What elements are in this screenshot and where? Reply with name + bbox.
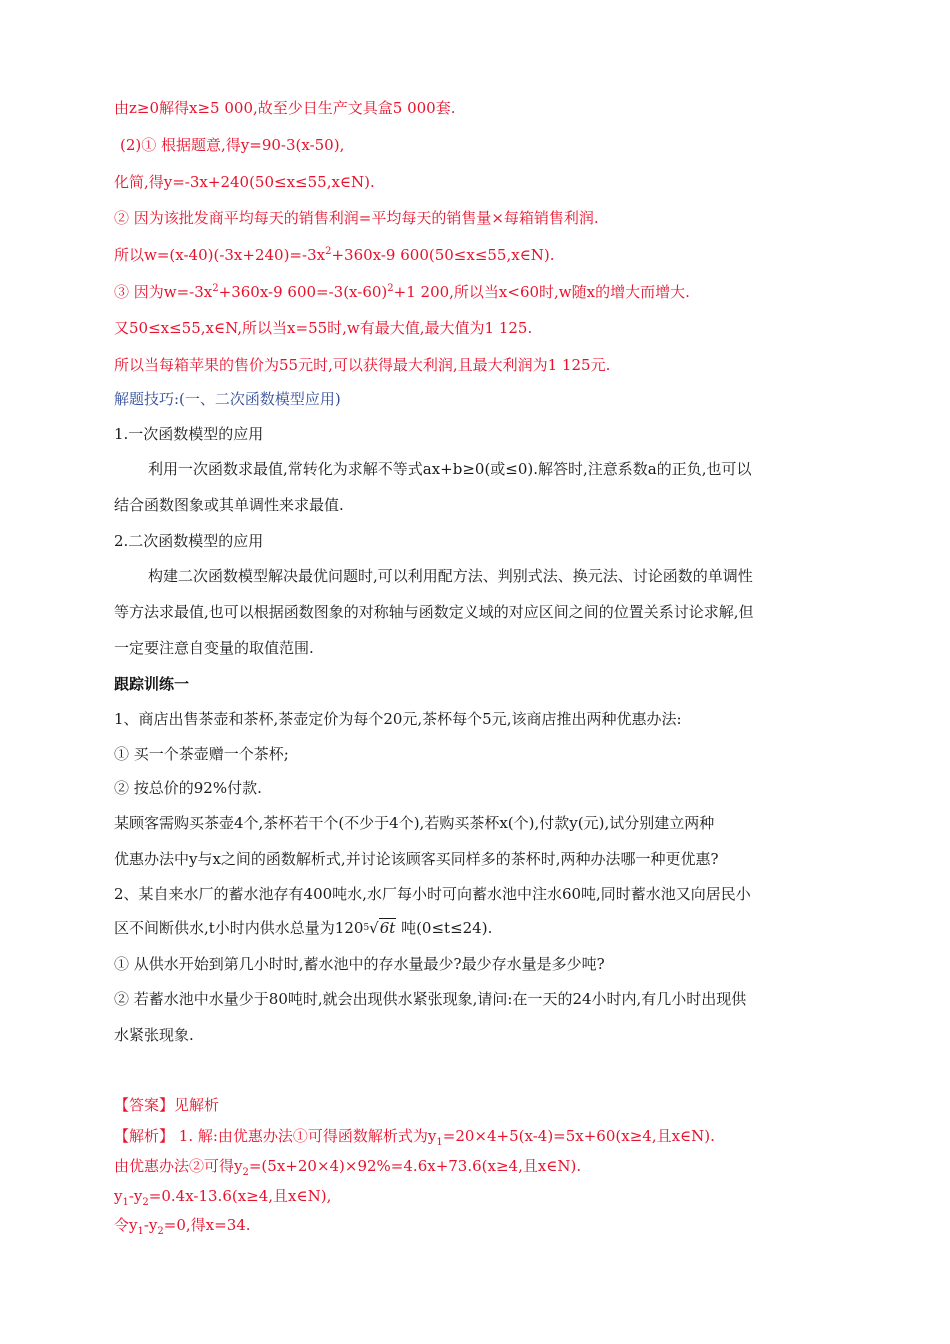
tip-2-line-3: 一定要注意自变量的取值范围. <box>114 639 314 657</box>
solution-line-7: 又50≤x≤55,x∈N,所以当x=55时,w有最大值,最大值为1 125. <box>114 319 533 337</box>
analysis-line-1: 【解析】 1. 解:由优惠办法①可得函数解析式为$y_1=20\times 4+5(x-4)=5x+60(x\ge 4$,且x∈N). <box>114 1127 715 1148</box>
analysis-line-2: 由优惠办法②可得$y_2=(5x+20\times 4)\times 92\%=4.6x+73.6(x\ge 4$,且x∈N). <box>114 1157 582 1178</box>
solution-line-1: 由z≥0解得x≥5 000,故至少日生产文具盒5 000套. <box>114 99 456 117</box>
question-2-line-3: ① 从供水开始到第几小时时,蓄水池中的存水量最少?最少存水量是多少吨? <box>114 955 605 973</box>
solution-line-5: 所以$w=(x-40)(-3x+240)=-3x^2+360x-9$ 600(50≤x≤55,x∈N). <box>114 246 555 264</box>
tip-2-title: 2.二次函数模型的应用 <box>114 532 264 550</box>
answer-label: 【答案】见解析 <box>114 1096 220 1114</box>
tip-2-line-1: 构建二次函数模型解决最优问题时,可以利用配方法、判别式法、换元法、讨论函数的单调性 <box>148 567 753 585</box>
question-2-line-1: 2、某自来水厂的蓄水池存有400吨水,水厂每小时可向蓄水池中注水60吨,同时蓄水池又向居民小 <box>114 885 751 903</box>
tip-1-title: 1.一次函数模型的应用 <box>114 425 264 443</box>
question-2-line-4: ② 若蓄水池中水量少于80吨时,就会出现供水紧张现象,请问:在一天的24小时内,有几小时出现供 <box>114 990 747 1008</box>
solution-line-3: 化简,得y=-3x+240(50≤x≤55,x∈N). <box>114 173 375 191</box>
question-1-line-3: ② 按总价的92%付款. <box>114 779 262 797</box>
solution-line-4: ② 因为该批发商平均每天的销售利润=平均每天的销售量×每箱销售利润. <box>114 209 599 227</box>
analysis-line-4: 令$y_1-y_2=0$,得x=34. <box>114 1216 251 1237</box>
question-1-line-5: 优惠办法中y与x之间的函数解析式,并讨论该顾客买同样多的茶杯时,两种办法哪一种更优惠? <box>114 850 719 868</box>
tip-2-line-2: 等方法求最值,也可以根据函数图象的对称轴与函数定义域的对应区间之间的位置关系讨论求解,但 <box>114 603 754 621</box>
exercise-heading: 跟踪训练一 <box>114 675 190 693</box>
tip-1-line-2: 结合函数图象或其单调性来求最值. <box>114 496 344 514</box>
fifth-root-expression: $^5$√6t <box>363 919 396 937</box>
question-2-line-2: 区不间断供水,t小时内供水总量为$120^5√6t$ 吨(0≤t≤24). <box>114 919 493 937</box>
question-1-line-1: 1、商店出售茶壶和茶杯,茶壶定价为每个20元,茶杯每个5元,该商店推出两种优惠办法: <box>114 710 682 728</box>
solution-line-2: (2)① 根据题意,得y=90-3(x-50), <box>120 136 345 154</box>
question-1-line-2: ① 买一个茶壶赠一个茶杯; <box>114 745 289 763</box>
solution-line-8: 所以当每箱苹果的售价为55元时,可以获得最大利润,且最大利润为1 125元. <box>114 356 611 374</box>
question-2-line-5: 水紧张现象. <box>114 1026 194 1044</box>
solution-line-6: ③ 因为$w=-3x^2+360x-9$ $600=-3(x-60)^2+1$ 200,所以当x<60时,w随x的增大而增大. <box>114 283 690 301</box>
question-1-line-4: 某顾客需购买茶壶4个,茶杯若干个(不少于4个),若购买茶杯x(个),付款y(元),试分别建立两种 <box>114 814 715 832</box>
tips-heading: 解题技巧:(一、二次函数模型应用) <box>114 390 341 408</box>
analysis-line-3: $y_1-y_2=0.4x-13.6(x\ge 4$,且x∈N), <box>114 1187 332 1208</box>
tip-1-line-1: 利用一次函数求最值,常转化为求解不等式ax+b≥0(或≤0).解答时,注意系数a的正负,也可以 <box>148 460 752 478</box>
